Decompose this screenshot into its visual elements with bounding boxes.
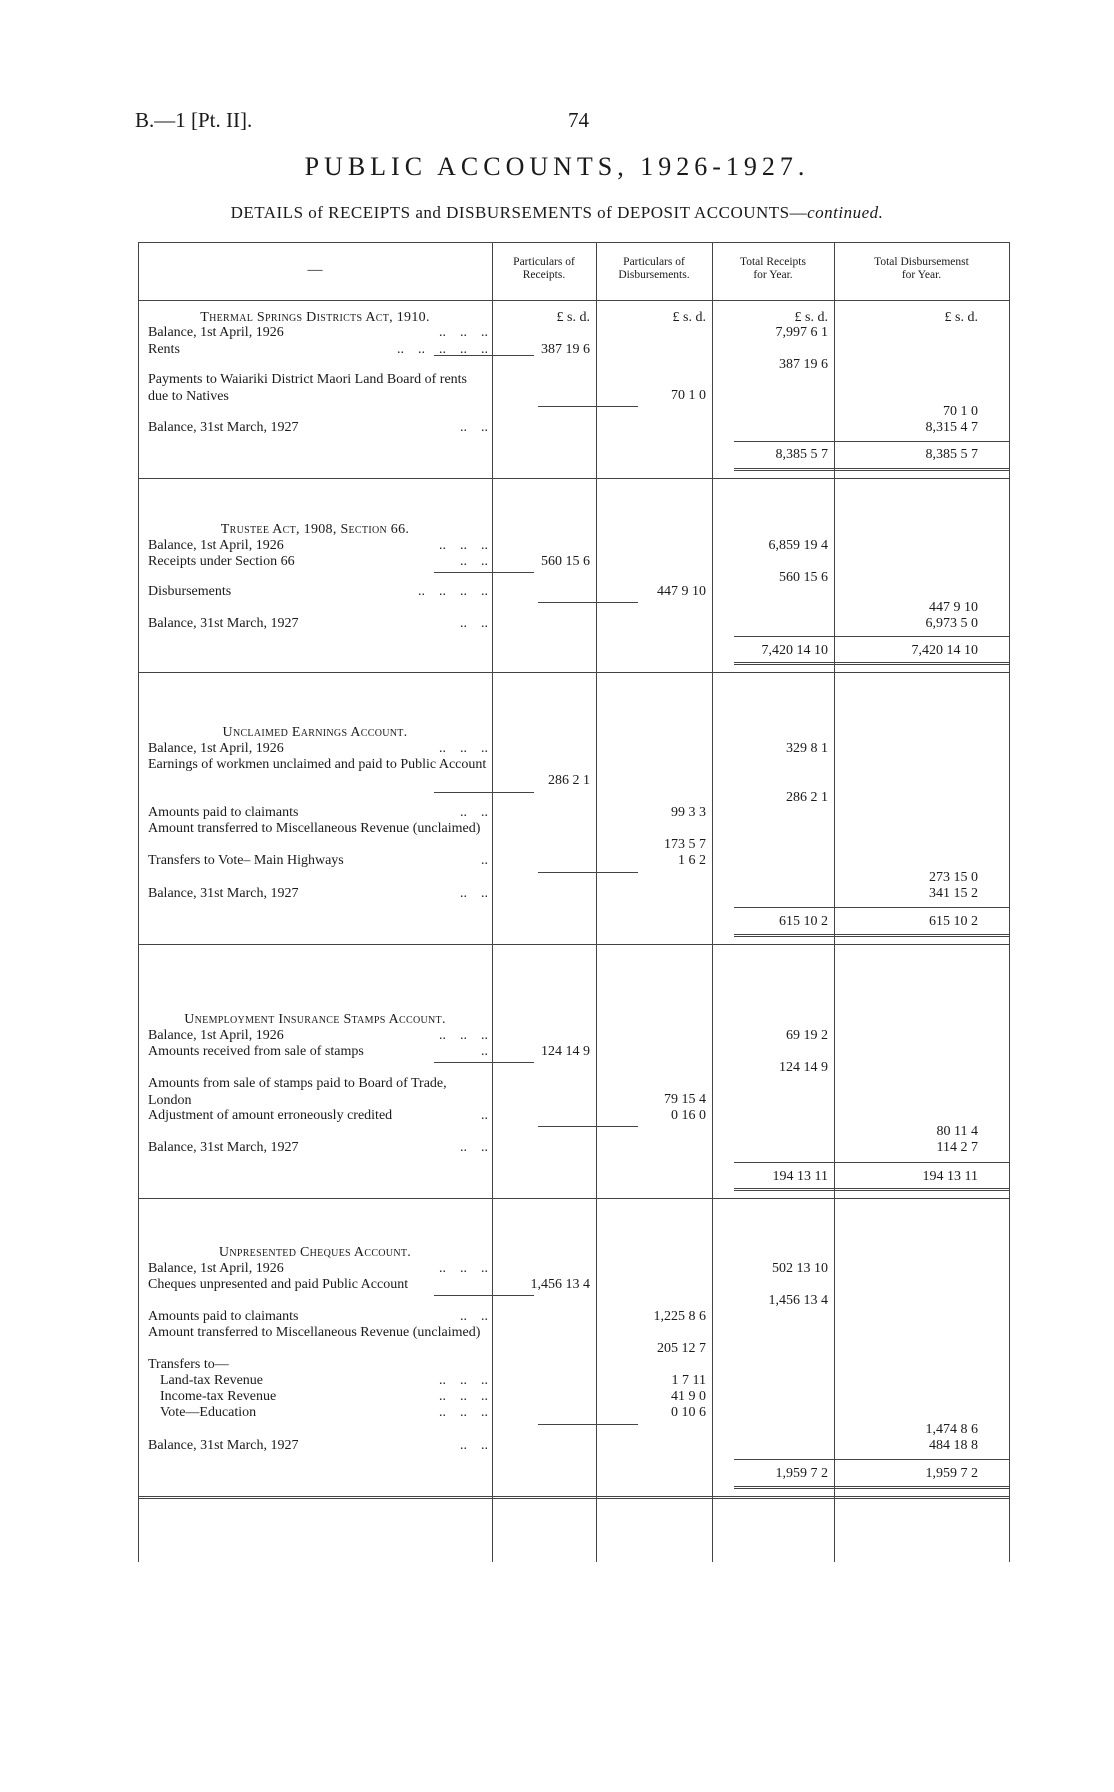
total-receipts-sum: 8,385 5 7	[775, 447, 828, 462]
amount-disbursements: 1,225 8 6	[653, 1309, 706, 1324]
table-row-label: Balance, 31st March, 1927 .. ..	[148, 420, 488, 435]
amount-disbursements: 205 12 7	[657, 1341, 706, 1356]
table-row-label: Payments to Waiariki District Maori Land Board of rents due to Natives	[148, 372, 467, 404]
section-title-unpresented-cheques: Unpresented Cheques Account.	[218, 1245, 412, 1260]
amount-receipts: 560 15 6	[541, 554, 590, 569]
amount-disbursements: 1 6 2	[678, 853, 706, 868]
amount-total-receipts: 560 15 6	[779, 570, 828, 585]
section-title-unclaimed-earnings: Unclaimed Earnings Account.	[222, 725, 408, 740]
table-row-label: Receipts under Section 66 .. ..	[148, 554, 488, 569]
table-row-label: Amount transferred to Miscellaneous Revenue (unclaimed)	[148, 1325, 481, 1340]
receipts-column-header: Particulars of Receipts.	[513, 256, 575, 281]
total-receipts-sum: 615 10 2	[779, 914, 828, 929]
section-title-trustee-act: Trustee Act, 1908, Section 66.	[220, 522, 410, 537]
table-row-label: Balance, 31st March, 1927 .. ..	[148, 1438, 488, 1453]
amount-total-disbursements: 484 18 8	[929, 1438, 978, 1453]
amount-total-receipts: 502 13 10	[772, 1261, 828, 1276]
amount-disbursements: 79 15 4	[664, 1092, 706, 1107]
deposit-accounts-table	[138, 242, 1010, 1562]
table-row-label: Transfers to Vote– Main Highways ..	[148, 853, 488, 868]
table-row-label: Adjustment of amount erroneously credited ..	[148, 1108, 488, 1123]
amount-disbursements: 0 10 6	[671, 1405, 706, 1420]
receipts-currency-header: £ s. d.	[556, 310, 590, 325]
amount-total-disbursements: 70 1 0	[943, 404, 978, 419]
table-row-label: Income-tax Revenue .. .. ..	[160, 1389, 488, 1404]
section-title-thermal-springs: Thermal Springs Districts Act, 1910.	[200, 310, 430, 325]
table-row-label: Amount transferred to Miscellaneous Revenue (unclaimed)	[148, 821, 481, 836]
table-row-label: Transfers to—	[148, 1357, 229, 1372]
table-row-label: Vote—Education .. .. ..	[160, 1405, 488, 1420]
amount-total-disbursements: 1,474 8 6	[925, 1422, 978, 1437]
amount-total-receipts: 286 2 1	[786, 790, 828, 805]
amount-disbursements: 173 5 7	[664, 837, 706, 852]
amount-receipts: 286 2 1	[548, 773, 590, 788]
table-row-label: Disbursements .. .. .. ..	[148, 584, 488, 599]
table-row-label: Rents .. .. .. .. ..	[148, 342, 488, 357]
amount-total-receipts: 124 14 9	[779, 1060, 828, 1075]
table-row-label: Amounts paid to claimants .. ..	[148, 805, 488, 820]
page-number: 74	[568, 108, 589, 132]
amount-total-receipts: 1,456 13 4	[768, 1293, 828, 1308]
page-header-reference: B.—1 [Pt. II].	[135, 108, 253, 132]
total-disbursements-sum: 194 13 11	[922, 1169, 978, 1184]
amount-total-disbursements: 114 2 7	[936, 1140, 978, 1155]
description-column-header: —	[307, 262, 323, 278]
section-title-unemployment-insurance: Unemployment Insurance Stamps Account.	[184, 1012, 446, 1027]
total-receipts-sum: 1,959 7 2	[775, 1466, 828, 1481]
subtitle-main: DETAILS of RECEIPTS and DISBURSEMENTS of DEPOSIT ACCOUNTS—	[230, 203, 808, 222]
table-row-label: Earnings of workmen unclaimed and paid to Public Account	[148, 757, 487, 772]
amount-total-receipts: 69 19 2	[786, 1028, 828, 1043]
total-receipts-sum: 194 13 11	[772, 1169, 828, 1184]
total-disbursements-sum: 1,959 7 2	[925, 1466, 978, 1481]
amount-receipts: 1,456 13 4	[530, 1277, 590, 1292]
table-row-label: Balance, 1st April, 1926 .. .. ..	[148, 538, 488, 553]
amount-disbursements: 1 7 11	[671, 1373, 706, 1388]
total-disbursements-sum: 615 10 2	[929, 914, 978, 929]
table-row-label: Amounts from sale of stamps paid to Board of Trade, London	[148, 1076, 447, 1108]
amount-receipts: 387 19 6	[541, 342, 590, 357]
page-title: PUBLIC ACCOUNTS, 1926-1927.	[304, 152, 810, 181]
amount-disbursements: 0 16 0	[671, 1108, 706, 1123]
amount-total-disbursements: 8,315 4 7	[925, 420, 978, 435]
total-disbursements-column-header: Total Disbursemenst for Year.	[874, 256, 969, 281]
table-row-label: Balance, 31st March, 1927 .. ..	[148, 1140, 488, 1155]
amount-receipts: 124 14 9	[541, 1044, 590, 1059]
amount-total-disbursements: 6,973 5 0	[925, 616, 978, 631]
table-row-label: Land-tax Revenue .. .. ..	[160, 1373, 488, 1388]
table-row-label: Amounts received from sale of stamps ..	[148, 1044, 488, 1059]
amount-disbursements: 447 9 10	[657, 584, 706, 599]
table-row-label: Balance, 1st April, 1926 .. .. ..	[148, 1028, 488, 1043]
amount-disbursements: 41 9 0	[671, 1389, 706, 1404]
amount-total-receipts: 6,859 19 4	[768, 538, 828, 553]
table-row-label: Balance, 1st April, 1926 .. .. ..	[148, 741, 488, 756]
disbursements-column-header: Particulars of Disbursements.	[618, 256, 690, 281]
amount-total-receipts: 7,997 6 1	[775, 325, 828, 340]
table-row-label: Balance, 1st April, 1926 .. .. ..	[148, 1261, 488, 1276]
subtitle-continued: continued.	[807, 203, 884, 222]
amount-total-disbursements: 447 9 10	[929, 600, 978, 615]
table-row-label: Balance, 1st April, 1926 .. .. ..	[148, 325, 488, 340]
amount-disbursements: 70 1 0	[671, 388, 706, 403]
amount-total-disbursements: 273 15 0	[929, 870, 978, 885]
table-row-label: Balance, 31st March, 1927 .. ..	[148, 616, 488, 631]
amount-total-receipts: 387 19 6	[779, 357, 828, 372]
amount-total-disbursements: 341 15 2	[929, 886, 978, 901]
total-disbursements-currency-header: £ s. d.	[944, 310, 978, 325]
amount-disbursements: 99 3 3	[671, 805, 706, 820]
table-row-label: Amounts paid to claimants .. ..	[148, 1309, 488, 1324]
total-disbursements-sum: 7,420 14 10	[911, 643, 978, 658]
total-disbursements-sum: 8,385 5 7	[925, 447, 978, 462]
page-subtitle	[0, 203, 1114, 223]
total-receipts-sum: 7,420 14 10	[761, 643, 828, 658]
table-row-label: Balance, 31st March, 1927 .. ..	[148, 886, 488, 901]
amount-total-disbursements: 80 11 4	[936, 1124, 978, 1139]
table-row-label: Cheques unpresented and paid Public Account	[148, 1277, 409, 1292]
total-receipts-column-header: Total Receipts for Year.	[740, 256, 806, 281]
disbursements-currency-header: £ s. d.	[672, 310, 706, 325]
total-receipts-currency-header: £ s. d.	[794, 310, 828, 325]
amount-total-receipts: 329 8 1	[786, 741, 828, 756]
